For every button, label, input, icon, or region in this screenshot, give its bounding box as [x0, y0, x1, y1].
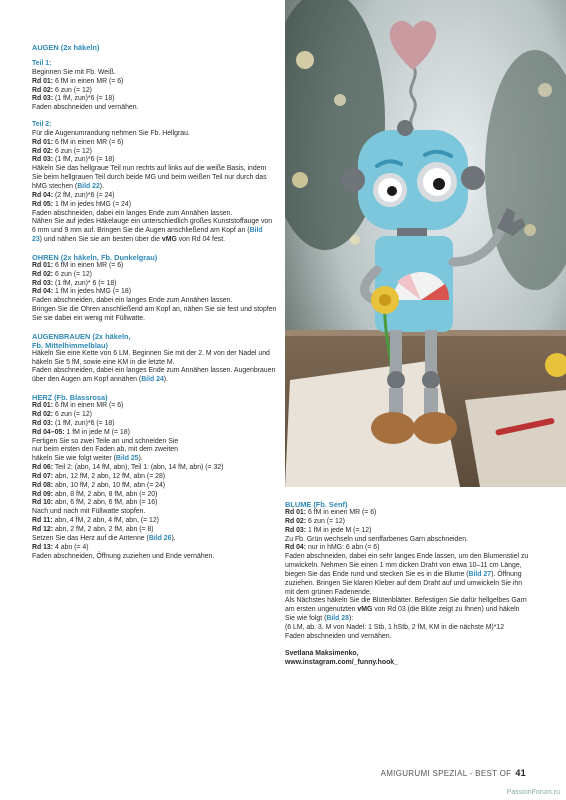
instruction-line	[32, 156, 282, 165]
instruction-line	[285, 650, 535, 659]
line-text: abn, 4 fM, 2 abn, 4 fM, abn, (= 12)	[52, 517, 159, 525]
heading-text: AUGEN (2x häkeln)	[32, 43, 100, 52]
instruction-line	[32, 218, 282, 227]
instruction-line	[32, 78, 282, 87]
instruction-line	[32, 464, 282, 473]
line-text: Häkeln Sie eine Kette von 6 LM. Beginnen Sie mit der 2. M von der Nadel und	[32, 349, 270, 357]
line-text-end: von Rd 04 fest.	[176, 236, 226, 244]
spacer	[32, 113, 282, 121]
line-text: über den Augen am Kopf annähen (	[32, 376, 142, 384]
line-text-end: ).	[99, 182, 105, 190]
page-number: 41	[515, 768, 526, 778]
row-label: Rd 01:	[32, 138, 54, 146]
instruction-line	[285, 659, 535, 668]
instruction-line	[32, 411, 282, 420]
instruction-line	[32, 236, 282, 245]
line-text: 6 mm und 9 mm auf. Bringen Sie die Augen anschließend am Kopf an (	[32, 227, 250, 235]
line-text: Sie sie dabei ein wenig mit Füllwatte.	[32, 314, 145, 322]
row-label: Rd 10:	[32, 499, 54, 507]
line-text: Faden abschneiden, Öffnung zuziehen und Ende vernähen.	[32, 552, 215, 560]
subheading-text: Teil 2:	[32, 121, 52, 129]
spacer	[285, 642, 535, 650]
instruction-line	[32, 491, 282, 500]
section-heading	[32, 393, 282, 402]
line-text: 4 abn (= 4)	[53, 543, 89, 551]
instruction-line	[32, 227, 282, 236]
instruction-line	[285, 544, 535, 553]
instruction-line	[32, 69, 282, 78]
line-text: Setzen Sie das Herz auf die Antenne (	[32, 534, 149, 542]
line-text: Sie wie folgt (	[285, 615, 327, 623]
line-text: 1 fM in jede M (= 12)	[306, 526, 372, 534]
instruction-line	[32, 526, 282, 535]
row-label: Rd 03:	[285, 526, 307, 534]
row-label: Rd 01:	[32, 402, 54, 410]
watermark: PassionForum.ru	[506, 789, 560, 796]
image-reference: Bild 26	[148, 534, 172, 542]
instruction-line	[32, 367, 282, 376]
line-text: 6 fM in einen MR (= 6)	[53, 402, 124, 410]
heading-text: HERZ (Fb. Blassrosa)	[32, 393, 108, 403]
line-text: Faden abschneiden und vernähen.	[32, 104, 139, 112]
line-text: abn, 6 fM, 2 abn, 6 fM, abn (= 16)	[53, 499, 158, 507]
line-text: Sie beim hellgrauen Teil durch beide MG und beim weißen Teil nur durch das	[32, 174, 267, 182]
line-text: (1 fM, zun)*6 (= 18)	[53, 95, 115, 103]
line-text: häkeln Sie 5 fM, sowie eine KM in die letzte M.	[32, 358, 175, 366]
subheading	[32, 60, 282, 69]
row-label: Rd 04:	[32, 288, 54, 296]
row-label: Rd 04–05:	[32, 428, 65, 436]
line-text: abn, 2 fM, 2 abn, 2 fM, abn (= 8)	[53, 525, 154, 533]
instruction-line	[32, 165, 282, 174]
line-text: 6 zun (= 12)	[53, 411, 92, 418]
line-text: Für die Augenumrandung nehmen Sie Fb. Hellgrau.	[32, 129, 190, 137]
section-heading	[32, 341, 282, 350]
line-text: 1 fM in jede M (= 18)	[64, 428, 130, 436]
instruction-line	[32, 402, 282, 411]
row-label: Svetlana Maksimenko,	[285, 649, 359, 657]
image-reference: Bild 24	[141, 376, 164, 384]
line-text: Faden abschneiden, dabei ein sehr langes Ende lassen, um den Blumenstiel zu	[285, 553, 529, 561]
instruction-line	[32, 455, 282, 464]
instruction-line	[285, 597, 535, 606]
instruction-line	[32, 192, 282, 201]
term-highlight: vMG	[357, 606, 373, 614]
instruction-line	[32, 262, 282, 271]
line-text: 6 fM in einen MR (= 6)	[306, 509, 377, 516]
line-text: (6 LM, ab. 3. M von Nadel: 1 Stb, 1 hStb, 2 fM, KM in die nächste M)*12	[285, 623, 505, 631]
line-text: Als Nächstes häkeln Sie die Blütenblätter. Befestigen Sie dafür hellgelbes Garn	[285, 597, 527, 605]
line-text-end: ). Öffnung	[491, 570, 522, 578]
page-footer	[381, 768, 526, 778]
line-text-end: ).	[171, 534, 176, 542]
row-label: Rd 05:	[32, 200, 54, 208]
spacer	[32, 245, 282, 253]
instruction-line	[32, 210, 282, 219]
line-text: nur beim ersten den Faden ab, mit dem zweiten	[32, 446, 178, 454]
instruction-line	[32, 280, 282, 289]
right-column	[285, 500, 535, 667]
instruction-line	[32, 148, 282, 157]
line-text: zuziehen. Bringen Sie klaren Kleber auf dem Draht auf und umwickeln Sie ihn	[285, 579, 523, 587]
instruction-line	[285, 606, 535, 615]
instruction-line	[32, 420, 282, 429]
instruction-line	[285, 589, 535, 598]
spacer	[32, 324, 282, 332]
line-text: 6 fM in einen MR (= 6)	[53, 77, 124, 85]
instruction-line	[32, 482, 282, 491]
row-label: Rd 03:	[32, 279, 54, 287]
instruction-line	[32, 544, 282, 553]
instruction-line	[32, 139, 282, 148]
section-heading	[285, 500, 535, 509]
spacer	[32, 385, 282, 393]
row-label: Rd 13:	[32, 543, 54, 551]
line-text: Faden abschneiden, dabei ein langes Ende zum Annähen lassen.	[32, 209, 233, 217]
instruction-line	[285, 580, 535, 589]
line-text: 6 zun (= 12)	[53, 86, 92, 94]
heading-text: Fb. Mittelhimmelblau)	[32, 340, 108, 350]
instruction-line	[32, 429, 282, 438]
instruction-line	[32, 271, 282, 280]
instruction-line	[285, 553, 535, 562]
line-text: Häkeln Sie das hellgraue Teil nun rechts auf links auf die weiße Basis, indem	[32, 165, 267, 173]
line-text: Faden abschneiden und vernähen.	[285, 632, 392, 640]
row-label: Rd 06:	[32, 464, 54, 472]
line-text: Nach und nach mit Füllwatte stopfen.	[32, 508, 146, 516]
row-label: Rd 02:	[32, 86, 54, 94]
line-text: (2 fM, zun)*6 (= 24)	[53, 191, 115, 199]
line-text: abn, 10 fM, 2 abn, 10 fM, abn (= 24)	[53, 481, 166, 489]
instruction-line	[32, 201, 282, 210]
instruction-line	[32, 315, 282, 324]
instruction-line	[32, 517, 282, 526]
line-text: Nähen Sie auf jedes Häkelauge ein unterschiedlich großes Kunststoffauge von	[32, 218, 273, 226]
row-label: Rd 02:	[32, 147, 54, 155]
image-reference: Bild 22	[77, 182, 100, 190]
instruction-line	[285, 509, 535, 518]
line-text: Faden abschneiden, dabei ein langes Ende zum Annähen lassen.	[32, 297, 233, 305]
row-label: Rd 03:	[32, 95, 54, 103]
robot-photo	[285, 0, 566, 487]
instruction-line	[32, 376, 282, 385]
heading-text: BLUME (Fb. Senf)	[285, 500, 348, 509]
instruction-line	[32, 130, 282, 139]
magazine-name: AMIGURUMI SPEZIAL - BEST OF	[380, 769, 512, 778]
row-label: Rd 01:	[32, 261, 54, 269]
instruction-line	[285, 562, 535, 571]
spacer	[32, 52, 282, 60]
line-text: am ersten ungenutzten	[285, 606, 358, 614]
row-label: Rd 04:	[285, 544, 307, 552]
line-text: hMG stechen (	[32, 182, 78, 190]
line-text: Teil 2: (abn, 14 fM, abn), Teil 1: (abn, 14 fM, abn) (= 32)	[53, 464, 224, 472]
line-text: 6 zun (= 12)	[53, 147, 92, 155]
instruction-line	[32, 438, 282, 447]
line-text: biegen Sie das Ende rund und stecken Sie es in die Blume (	[285, 570, 469, 578]
instruction-line	[285, 571, 535, 580]
line-text: umwickeln. Nehmen Sie einen 1 mm dicken Draht von etwa 10–11 cm Länge,	[285, 562, 522, 570]
instruction-line	[285, 536, 535, 545]
row-label: Rd 03:	[32, 419, 54, 427]
instruction-line	[32, 174, 282, 183]
row-label: Rd 01:	[285, 509, 307, 516]
image-reference: Bild	[249, 227, 263, 235]
line-text: 6 fM in einen MR (= 6)	[53, 138, 124, 146]
image-reference: 23	[32, 236, 40, 244]
line-text: abn, 12 fM, 2 abn, 12 fM, abn (= 28)	[53, 472, 166, 480]
line-text: Fertigen Sie so zwei Teile an und schneiden Sie	[32, 437, 179, 445]
line-text: 6 zun (= 12)	[53, 270, 92, 278]
heading-text: OHREN (2x häkeln, Fb. Dunkelgrau)	[32, 252, 158, 262]
line-text: mit dem grünen Fadenende.	[285, 588, 372, 596]
subheading	[32, 121, 282, 130]
row-label: www.instagram.com/_funny.hook_	[285, 658, 398, 666]
row-label: Rd 02:	[285, 517, 307, 525]
line-text: häkeln Sie wie folgt weiter (	[32, 455, 116, 463]
term-highlight: vMG	[161, 236, 177, 244]
instruction-line	[32, 535, 282, 544]
row-label: Rd 11:	[32, 517, 53, 525]
line-text: Faden abschneiden, dabei ein langes Ende zum Annähen lassen. Augenbrauen	[32, 367, 276, 375]
line-text-end: ).	[163, 376, 168, 384]
instruction-line	[32, 553, 282, 562]
row-label: Rd 01:	[32, 77, 54, 85]
image-reference: Bild 27	[468, 570, 492, 578]
row-label: Rd 08:	[32, 481, 54, 489]
instruction-line	[32, 183, 282, 192]
row-label: Rd 02:	[32, 411, 54, 418]
instruction-line	[285, 518, 535, 527]
instruction-line	[32, 104, 282, 113]
line-text: Bringen Sie die Ohren anschließend am Kopf an, nähen Sie sie fest und stopfen	[32, 306, 277, 314]
row-label: Rd 03:	[32, 156, 54, 164]
row-label: Rd 04:	[32, 191, 54, 199]
line-text-end: von Rd 03 (die Blüte zeigt zu Ihnen) und häkeln	[372, 606, 520, 614]
line-text: (1 fM, zun)*6 (= 18)	[53, 156, 115, 164]
instruction-line	[285, 615, 535, 624]
image-reference: Bild 28	[326, 615, 349, 623]
line-text: 1 fM in jedes hMG (= 18)	[53, 288, 131, 296]
section-heading	[32, 43, 282, 52]
instruction-line	[285, 624, 535, 633]
left-column	[32, 43, 282, 561]
instruction-line	[285, 633, 535, 642]
instruction-line	[32, 350, 282, 359]
section-heading	[32, 332, 282, 341]
line-text: 6 fM in einen MR (= 6)	[53, 261, 124, 269]
instruction-line	[285, 527, 535, 536]
row-label: Rd 09:	[32, 490, 54, 498]
instruction-line	[32, 87, 282, 96]
line-text: 1 fM in jedes hMG (= 24)	[53, 200, 131, 208]
line-text: Beginnen Sie mit Fb. Weiß.	[32, 68, 116, 76]
line-text: abn, 8 fM, 2 abn, 8 fM, abn (= 20)	[53, 490, 158, 498]
instruction-line	[32, 508, 282, 517]
instruction-line	[32, 288, 282, 297]
heading-text: AUGENBRAUEN (2x häkeln,	[32, 331, 131, 341]
section-heading	[32, 253, 282, 262]
line-text-end: ).	[138, 455, 143, 463]
instruction-line	[32, 499, 282, 508]
row-label: Rd 07:	[32, 472, 54, 480]
row-label: Rd 12:	[32, 525, 54, 533]
line-text-end: ):	[348, 615, 354, 623]
instruction-line	[32, 473, 282, 482]
line-text: nur in hMG: 6 abn (= 6)	[306, 544, 380, 552]
line-text: Zu Fb. Grün wechseln und senffarbenes Garn abschneiden.	[285, 535, 468, 543]
instruction-line	[32, 359, 282, 368]
instruction-line	[32, 306, 282, 315]
instruction-line	[32, 297, 282, 306]
line-text: (1 fM, zun)* 6 (= 18)	[53, 279, 117, 287]
line-text: 6 zun (= 12)	[306, 517, 345, 525]
instruction-line	[32, 95, 282, 104]
row-label: Rd 02:	[32, 270, 54, 278]
subheading-text: Teil 1:	[32, 60, 52, 67]
line-text: (1 fM, zun)*6 (= 18)	[53, 419, 115, 427]
instruction-line	[32, 446, 282, 455]
image-reference: Bild 25	[115, 455, 139, 463]
line-text: ) und nähen Sie sie am besten über die	[39, 236, 162, 244]
